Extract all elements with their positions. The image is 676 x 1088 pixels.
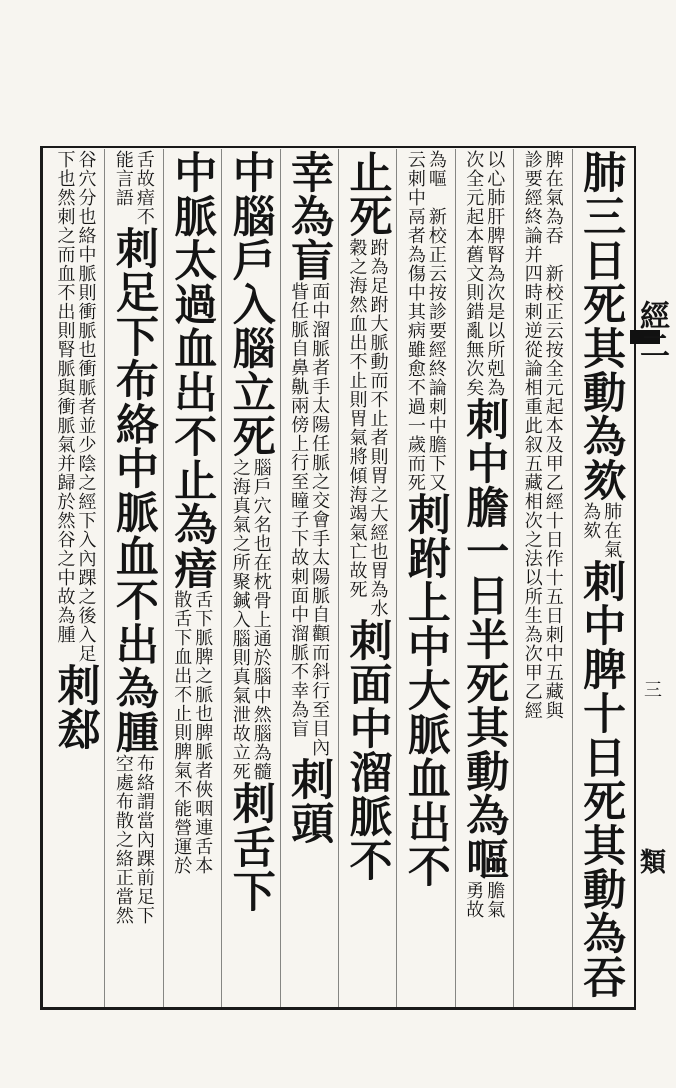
main-text: 刺頭: [284, 757, 335, 845]
text-column: [280, 150, 338, 1005]
main-text: 刺中膽一日半死其動為嘔: [459, 397, 510, 881]
main-text: 中脈太過血出不止為瘖: [167, 150, 218, 590]
main-text: 刺郄: [50, 663, 101, 751]
commentary-line: 下也然刺之而血不出則腎脈與衝脈氣并歸於然谷之中故為腫: [54, 150, 76, 644]
commentary: [523, 150, 562, 720]
commentary-line: 次全元起本舊文則錯亂無次矣: [463, 150, 485, 397]
commentary: [463, 881, 506, 919]
commentary-line: 空處布散之絡正當然: [112, 754, 134, 925]
main-text: 刺足下布絡中脈血不出為腫: [108, 226, 159, 754]
column-rule: [221, 149, 222, 1007]
commentary: [348, 238, 387, 618]
commentary-line: 之海真氣之所聚鍼入腦則真氣泄故立死: [229, 458, 251, 781]
commentary: [114, 150, 153, 226]
main-text: 止死: [342, 150, 393, 238]
text-column: [46, 150, 104, 1005]
commentary-line: 為嘔 新校正云按診要經終論刺中膽下又: [425, 150, 447, 492]
column-rule: [513, 149, 514, 1007]
main-text: 刺舌下: [225, 781, 276, 913]
main-text: 中腦戶入腦立死: [225, 150, 276, 458]
text-column: [396, 150, 454, 1005]
text-column: [455, 150, 513, 1005]
text-column: [104, 150, 162, 1005]
commentary-line: 穀之海然血出不止則胃氣將傾海竭氣亡故死: [346, 238, 368, 599]
main-text: 肺三日死其動為欬: [576, 150, 627, 502]
main-text: 刺跗上中大脈血出不: [400, 492, 451, 888]
commentary: [288, 282, 331, 757]
commentary-line: 腦戶穴名也在枕骨上通於腦中然腦為髓: [250, 458, 272, 781]
leaf-number: 三: [641, 680, 662, 698]
commentary: [231, 458, 270, 781]
text-column: [163, 150, 221, 1005]
commentary-line: 為欬: [580, 502, 602, 540]
commentary-line: 跗為足跗大脈動而不止者則胃之大經也胃為水: [367, 238, 389, 618]
column-rule: [338, 149, 339, 1007]
commentary-line: 散舌下血出不止則脾氣不能營運於: [171, 590, 193, 875]
text-column: [513, 150, 571, 1005]
column-rule: [104, 149, 105, 1007]
commentary: [406, 150, 445, 492]
text-column: [221, 150, 279, 1005]
commentary: [580, 502, 623, 559]
commentary-line: 膽氣: [484, 881, 506, 919]
page-mark: 類: [635, 848, 666, 874]
commentary: [463, 150, 506, 397]
commentary-line: 勇故: [463, 881, 485, 919]
column-rule: [163, 149, 164, 1007]
main-text: 刺面中溜脈不: [342, 618, 393, 882]
commentary-line: 云刺中鬲者為傷中其病雖愈不過一歲而死: [404, 150, 426, 492]
commentary-line: 診要經終論并四時刺逆從論相重此叙五藏相次之法以所生為次甲乙經: [521, 150, 543, 720]
commentary: [114, 754, 153, 925]
text-column: [572, 150, 630, 1005]
column-rule: [280, 149, 281, 1007]
text-column: [338, 150, 396, 1005]
commentary-line: 舌故瘖不: [133, 150, 155, 226]
margin-column: [634, 300, 669, 874]
column-rule: [455, 149, 456, 1007]
column-rule: [396, 149, 397, 1007]
main-text: 幸為盲: [284, 150, 335, 282]
commentary: [56, 150, 95, 663]
volume-title: 經二: [634, 300, 669, 360]
commentary-line: 脾在氣為吞 新校正云按全元起本及甲乙經十日作十五日刺中五藏與: [542, 150, 564, 720]
main-text: 刺中脾十日死其動為吞: [576, 559, 627, 999]
commentary-line: 以心肺肝脾腎為次是以所剋為: [484, 150, 506, 397]
commentary-line: 谷穴分也絡中脈則衝脈也衝脈者並少陰之經下入內踝之後入足: [75, 150, 97, 663]
column-rule: [572, 149, 573, 1007]
commentary-line: 眥任脈自鼻鼽兩傍上行至瞳子下故刺面中溜脈不幸為盲: [288, 282, 310, 738]
commentary-line: 舌下脈脾之脈也脾脈者俠咽連舌本: [192, 590, 214, 875]
commentary: [171, 590, 214, 875]
commentary-line: 布絡謂當內踝前足下: [133, 754, 155, 925]
commentary-line: 能言語: [112, 150, 134, 207]
commentary-line: 肺在氣: [601, 502, 623, 559]
commentary-line: 面中溜脈者手太陽任脈之交會手太陽脈自顴而斜行至目內: [309, 282, 331, 757]
